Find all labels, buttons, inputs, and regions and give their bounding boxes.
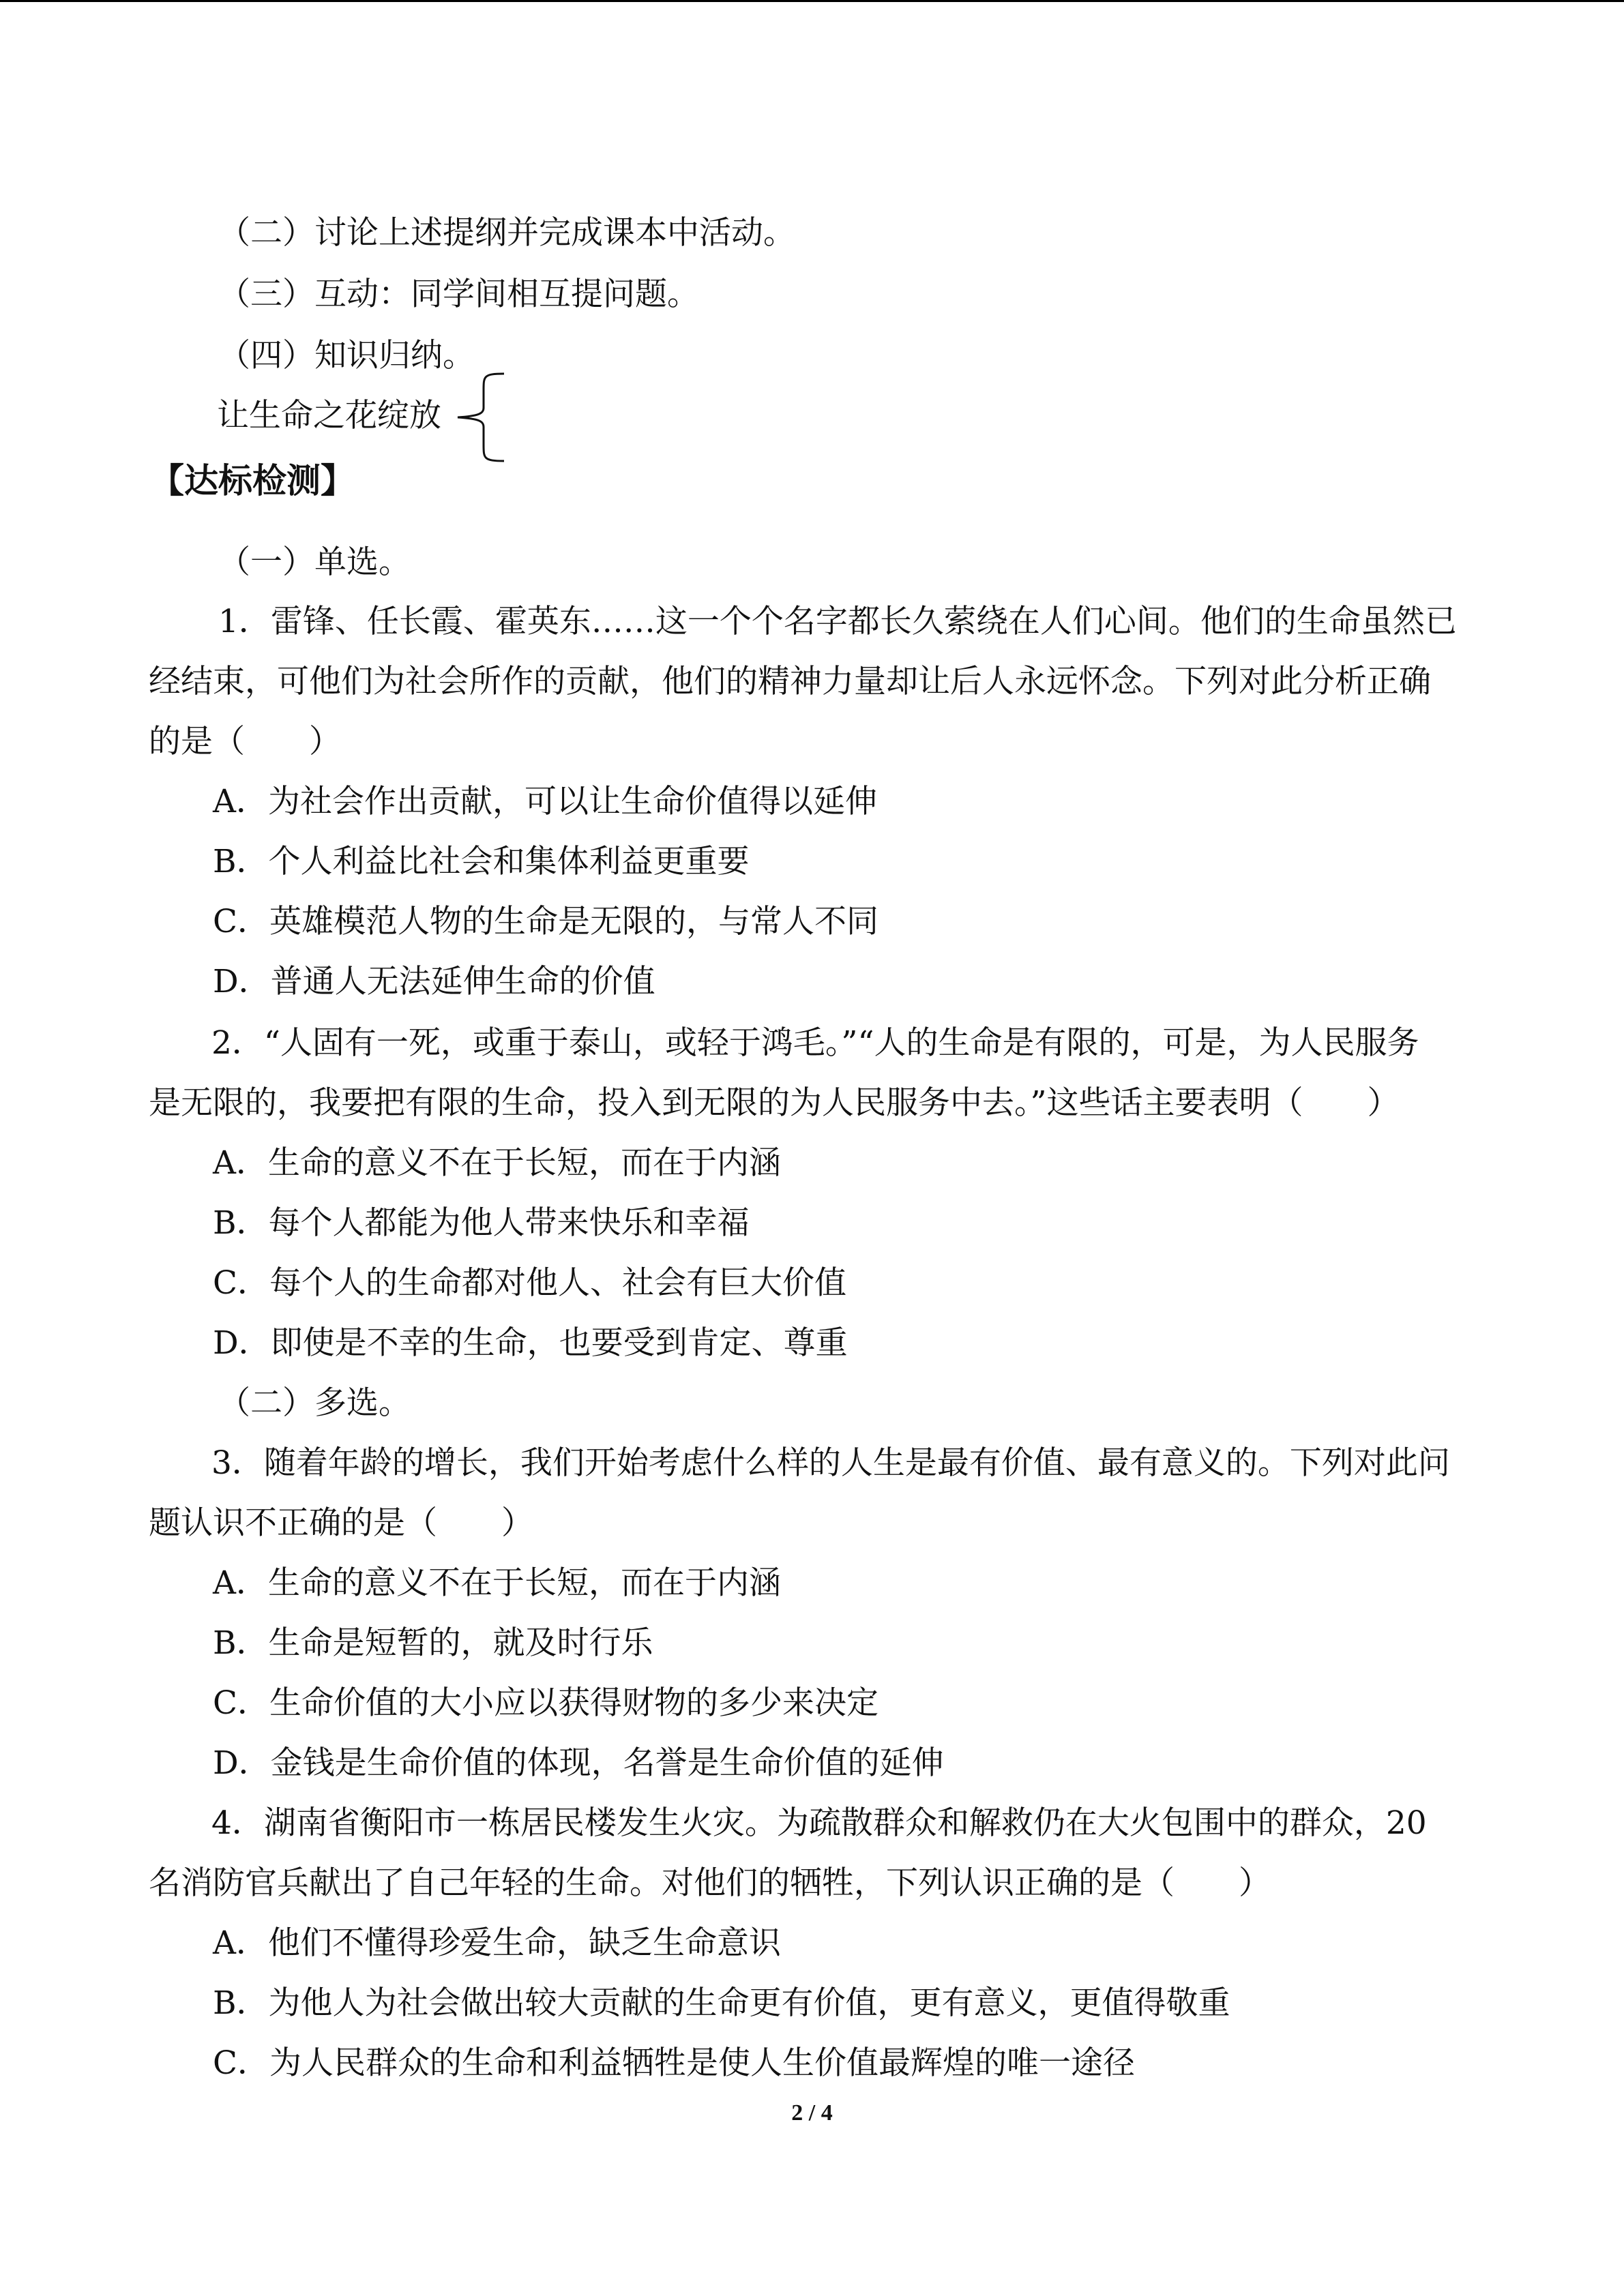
q3-line-2: 题认识不正确的是（ ） — [149, 1504, 533, 1542]
multi-choice-title: （二）多选。 — [218, 1384, 411, 1422]
q4-option-c: C．为人民群众的生命和利益牺牲是使人生价值最辉煌的唯一途径 — [213, 2044, 1135, 2082]
q3-option-a: A．生命的意义不在于长短，而在于内涵 — [213, 1564, 781, 1602]
q4-option-a: A．他们不懂得珍爱生命，缺乏生命意识 — [213, 1924, 781, 1962]
q3-line-1: 3．随着年龄的增长，我们开始考虑什么样的人生是最有价值、最有意义的。下列对此问 — [211, 1444, 1450, 1482]
outline-line-4: （四）知识归纳。 — [218, 337, 475, 374]
q1-option-b: B．个人利益比社会和集体利益更重要 — [213, 843, 750, 880]
q2-option-b: B．每个人都能为他人带来快乐和幸福 — [213, 1204, 750, 1242]
q3-option-d: D．金钱是生命价值的体现，名誉是生命价值的延伸 — [213, 1744, 944, 1782]
q1-option-a: A．为社会作出贡献，可以让生命价值得以延伸 — [213, 783, 877, 820]
q1-line-2: 经结束，可他们为社会所作的贡献，他们的精神力量却让后人永远怀念。下列对此分析正确 — [149, 663, 1431, 700]
left-brace-icon — [454, 370, 508, 465]
summary-label: 让生命之花绽放 — [217, 397, 441, 434]
q1-line-3: 的是（ ） — [149, 723, 341, 760]
q4-line-2: 名消防官兵献出了自己年轻的生命。对他们的牺牲，下列认识正确的是（ ） — [149, 1864, 1271, 1902]
q2-option-c: C．每个人的生命都对他人、社会有巨大价值 — [213, 1264, 846, 1302]
q4-option-b: B．为他人为社会做出较大贡献的生命更有价值，更有意义，更值得敬重 — [213, 1984, 1230, 2022]
q1-option-c: C．英雄模范人物的生命是无限的，与常人不同 — [213, 903, 879, 940]
top-border — [0, 0, 1624, 2]
outline-line-3: （三）互动：同学间相互提问题。 — [218, 275, 699, 313]
q1-option-d: D．普通人无法延伸生命的价值 — [213, 963, 655, 1000]
q4-line-1: 4．湖南省衡阳市一栋居民楼发生火灾。为疏散群众和解救仍在大火包围中的群众，20 — [211, 1804, 1427, 1842]
q2-option-d: D．即使是不幸的生命，也要受到肯定、尊重 — [213, 1324, 848, 1362]
q3-option-b: B．生命是短暂的，就及时行乐 — [213, 1624, 653, 1662]
q3-option-c: C．生命价值的大小应以获得财物的多少来决定 — [213, 1684, 879, 1722]
outline-line-2: （二）讨论上述提纲并完成课本中活动。 — [218, 214, 795, 252]
q2-line-1: 2．“人固有一死，或重于泰山，或轻于鸿毛。”“人的生命是有限的，可是，为人民服务 — [211, 1024, 1419, 1062]
q1-line-1: 1．雷锋、任长霞、霍英东……这一个个名字都长久萦绕在人们心间。他们的生命虽然已 — [218, 603, 1457, 640]
test-heading: 【达标检测】 — [150, 461, 355, 501]
q2-option-a: A．生命的意义不在于长短，而在于内涵 — [213, 1144, 781, 1182]
page-number: 2 / 4 — [791, 2100, 833, 2126]
q2-line-2: 是无限的，我要把有限的生命，投入到无限的为人民服务中去。”这些话主要表明（ ） — [149, 1084, 1400, 1122]
single-choice-title: （一）单选。 — [218, 543, 411, 581]
